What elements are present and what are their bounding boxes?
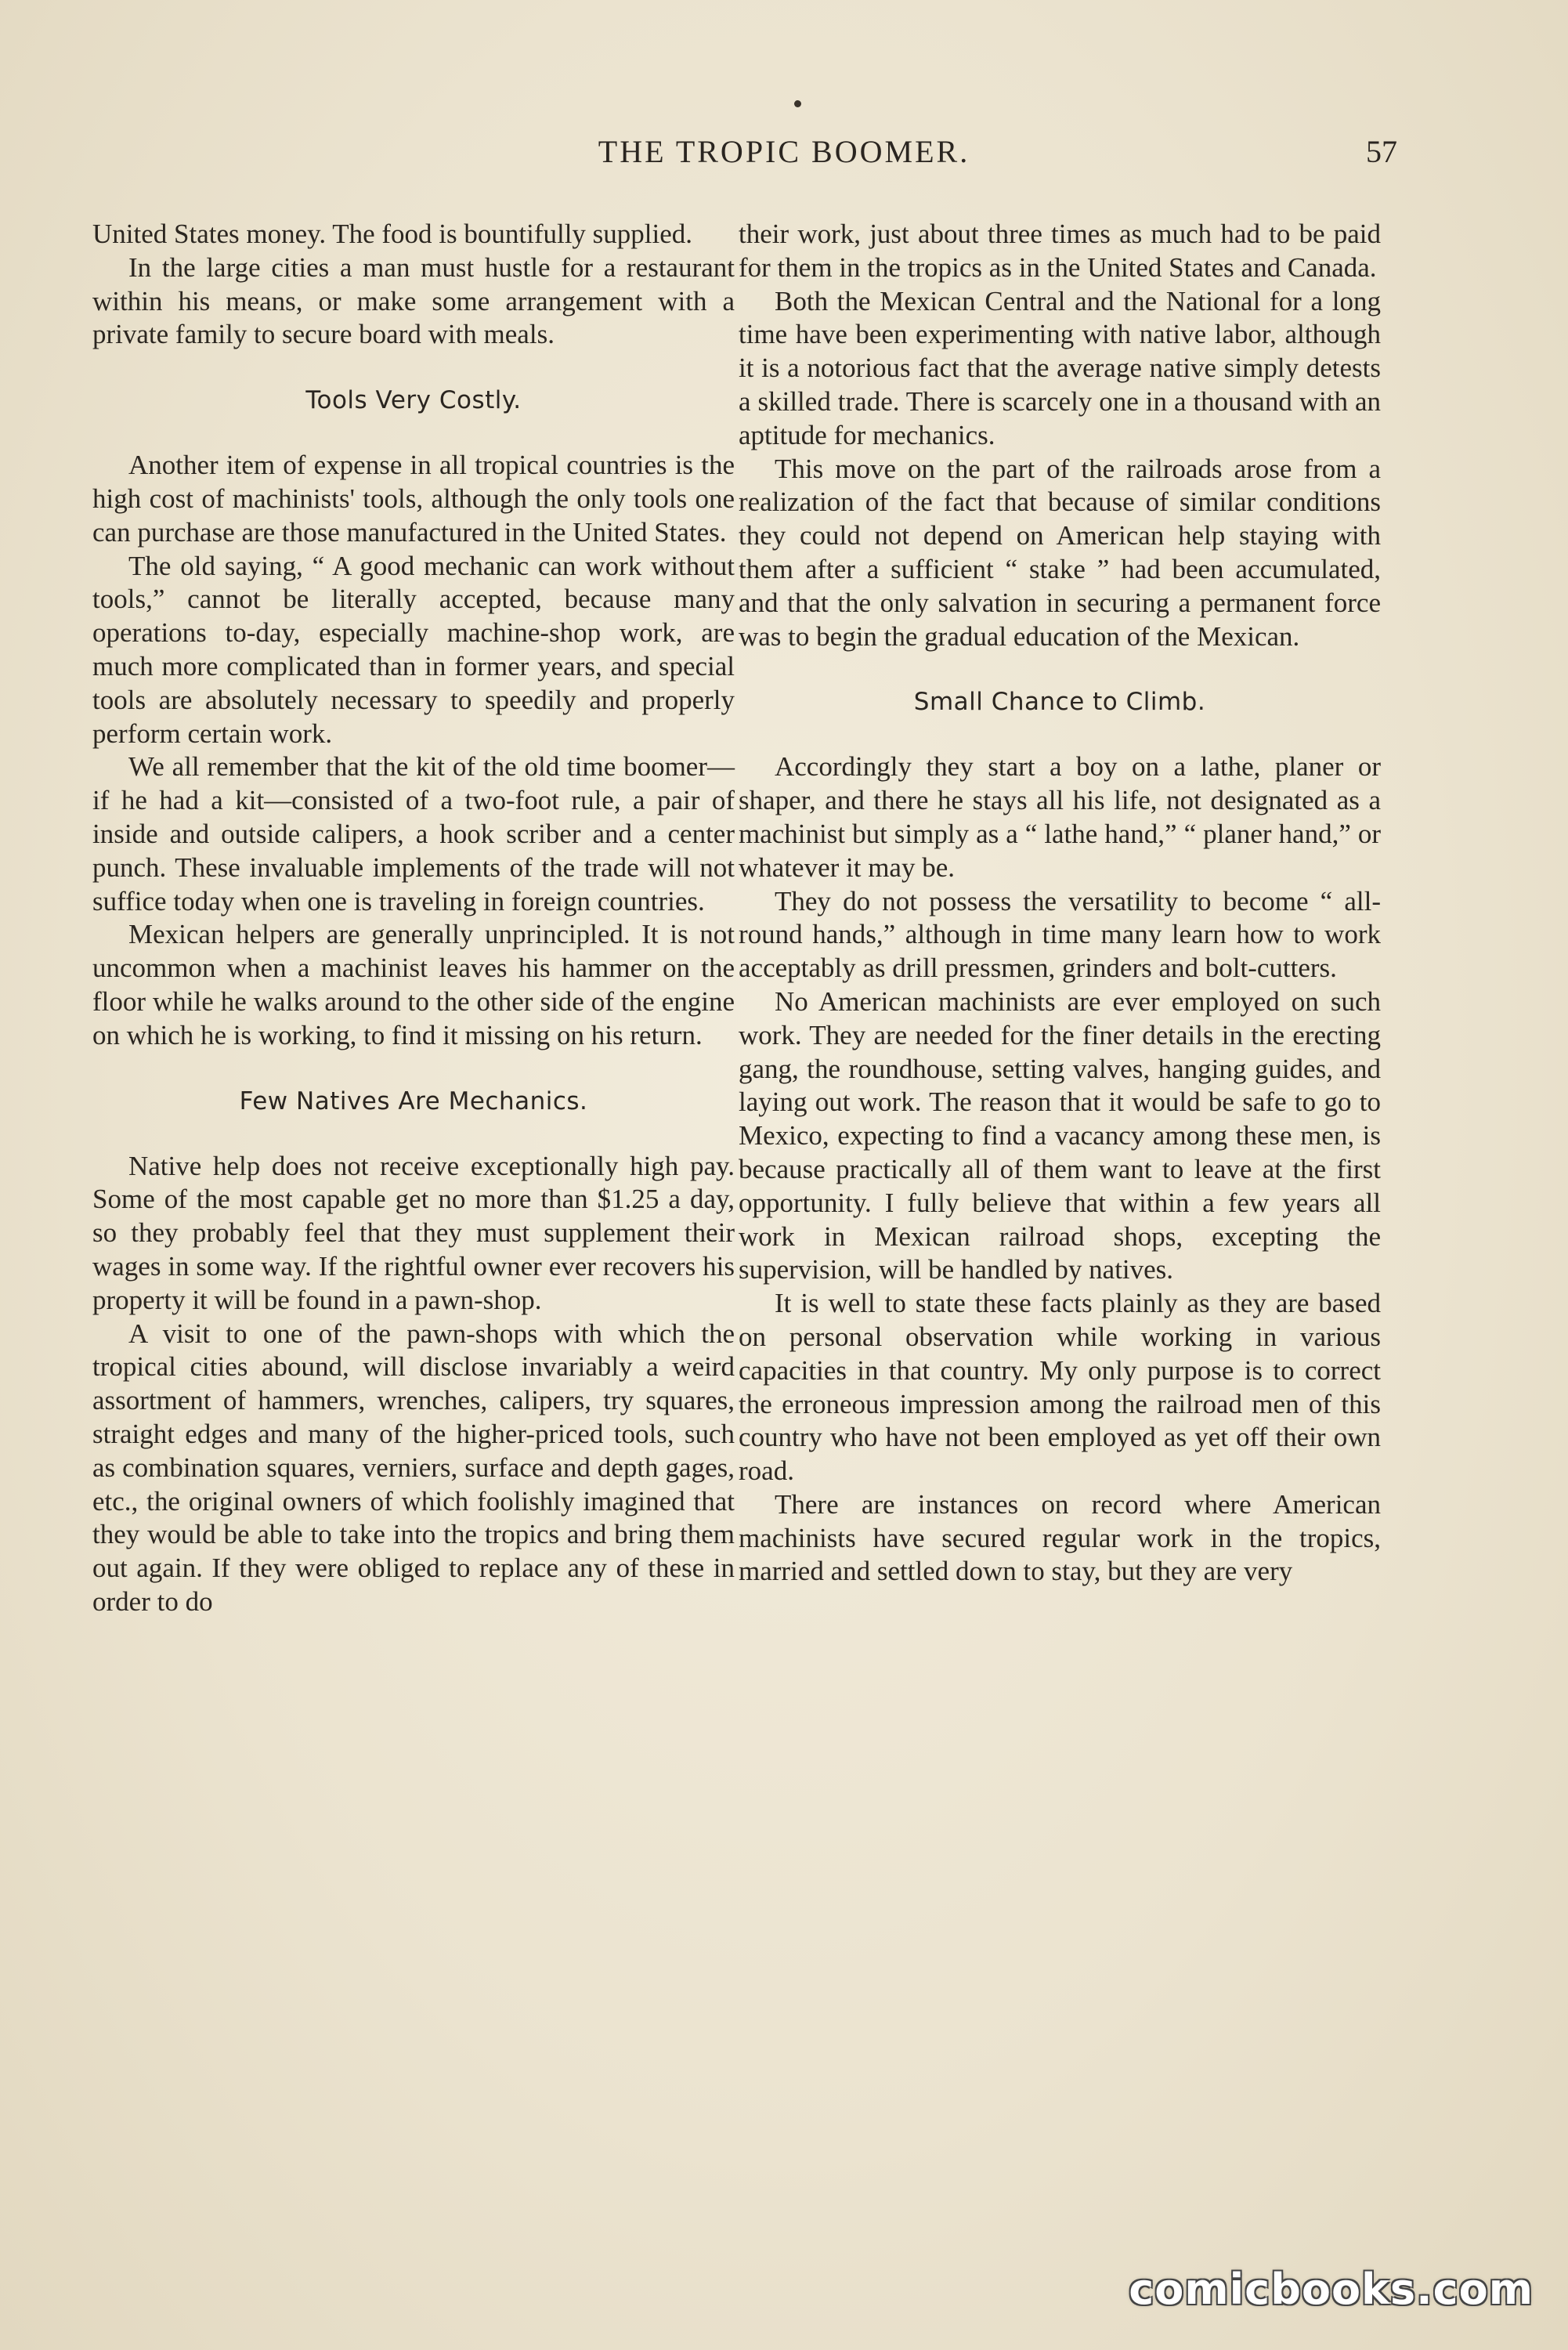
running-header-title: THE TROPIC BOOMER.	[598, 134, 970, 169]
paragraph: The old saying, “ A good mechanic can work without tools,” cannot be literally accepted, because many operations to-day, especially machine-shop work, are much more complicated than in former years, and special tools are absolutely necessary to speedily and properly perform certain work.	[92, 550, 735, 749]
paragraph: They do not possess the versatility to become “ all-round hands,” although in time many learn how to work acceptably as drill pressmen, grinders and bolt-cutters.	[739, 885, 1381, 984]
page-number: 57	[1366, 134, 1397, 169]
paragraph: Mexican helpers are generally unprincipled. It is not uncommon when a machinist leaves his hammer on the floor while he walks around to the other side of the engine on which he is working, to find it missing on his return.	[92, 919, 735, 1050]
paragraph: In the large cities a man must hustle for a restaurant within his means, or make some arrangement with a private family to secure board with meals.	[92, 251, 735, 350]
right-column	[739, 218, 1381, 1589]
paragraph: United States money. The food is bountifully supplied.	[92, 219, 693, 249]
paragraph: No American machinists are ever employed on such work. They are needed for the finer details in the erecting gang, the roundhouse, setting valves, hanging guides, and laying out work. The reason that it would be safe to go to Mexico, expecting to find a vacancy among these men, is because practically all of them want to leave at the first opportunity. I fully believe that within a few years all work in Mexican railroad shops, excepting the supervision, will be handled by natives.	[739, 985, 1381, 1285]
paragraph: Another item of expense in all tropical countries is the high cost of machinists' tools, although the only tools one can purchase are those manufactured in the United States.	[92, 450, 735, 548]
paragraph: We all remember that the kit of the old time boomer—if he had a kit—consisted of a two-foot rule, a pair of inside and outside calipers, a hook scriber and a center punch. These invaluable implements of the trade will not suffice today when one is traveling in foreign countries.	[92, 751, 735, 916]
section-heading: Small Chance to Climb.	[913, 688, 1206, 717]
paragraph: It is well to state these facts plainly as they are based on personal observation while working in various capacities in that country. My only purpose is to correct the erroneous impression among the railroad men of this country who have not been employed as yet off their own road.	[739, 1288, 1381, 1487]
ink-dot	[794, 100, 801, 107]
paragraph: Both the Mexican Central and the National for a long time have been experimenting with native labor, although it is a notorious fact that the average native simply detests a skilled trade. There is scarcely one in a thousand with an aptitude for mechanics.	[739, 285, 1381, 450]
section-heading: Tools Very Costly.	[305, 386, 522, 415]
site-watermark: comicbooks.com	[1129, 2265, 1534, 2314]
paragraph: Accordingly they start a boy on a lathe, planer or shaper, and there he stays all his life, not designated as a machinist but simply as a “ lathe hand,” “ planer hand,” or whatever it may be.	[739, 751, 1381, 883]
paragraph: Native help does not receive exceptionally high pay. Some of the most capable get no more than $1.25 a day, so they probably feel that they must supplement their wages in some way. If the rightful owner ever recovers his property it will be found in a pawn-shop.	[92, 1150, 735, 1315]
section-heading: Few Natives Are Mechanics.	[239, 1086, 588, 1115]
paragraph: their work, just about three times as much had to be paid for them in the tropics as in the United States and Canada.	[739, 219, 1381, 283]
paragraph: A visit to one of the pawn-shops with which the tropical cities abound, will disclose invariably a weird assortment of hammers, wrenches, calipers, try squares, straight edges and many of the higher-priced tools, such as combination squares, verniers, surface and depth gages, etc., the original owners of which foolishly imagined that they would be able to take into the tropics and bring them out again. If they were obliged to replace any of these in order to do	[92, 1318, 735, 1617]
left-column	[92, 218, 735, 1619]
paragraph: This move on the part of the railroads arose from a realization of the fact that because of similar conditions they could not depend on American help staying with them after a sufficient “ stake ” had been accumulated, and that the only salvation in securing a permanent force was to begin the gradual education of the Mexican.	[739, 453, 1381, 652]
paragraph: There are instances on record where American machinists have secured regular work in the tropics, married and settled down to stay, but they are very	[739, 1488, 1381, 1587]
